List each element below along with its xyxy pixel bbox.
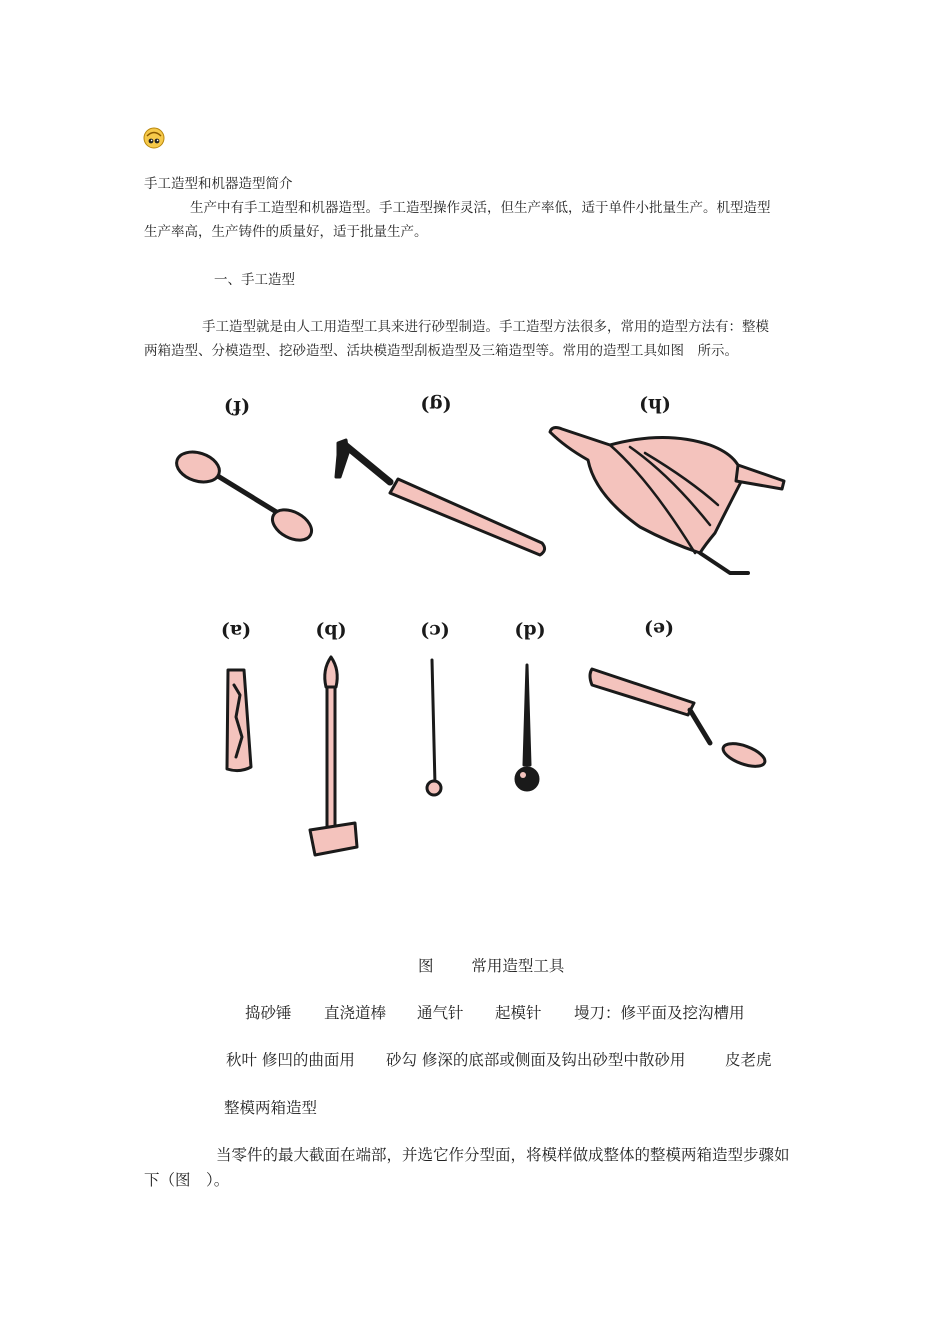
label-e: (e) (643, 618, 675, 640)
legend-item-6: 秋叶 修凹的曲面用 (226, 1051, 355, 1069)
figure-caption (418, 953, 564, 979)
para2-line-1: 当零件的最大截面在端部，并选它作分型面，将模样做成整体的整模两箱造型步骤如 (216, 1146, 790, 1164)
legend-item-7: 砂勾 修深的底部或侧面及钩出砂型中散砂用 (386, 1051, 686, 1069)
legend-item-2: 直浇道棒 (324, 1004, 387, 1022)
tool-e-trowel (590, 669, 768, 771)
tool-f-double-spoon (173, 447, 317, 546)
figure-caption-prefix: 图 (418, 957, 434, 975)
section1-line-2: 两箱造型、分模造型、挖砂造型、活块模造型刮板造型及三箱造型等。常用的造型工具如图 所示。 (144, 343, 738, 359)
legend-item-5: 墁刀：修平面及挖沟槽用 (574, 1004, 745, 1022)
section-heading-manual-molding: 一、手工造型 (214, 272, 295, 288)
label-h: (h) (639, 394, 671, 416)
face-emoji-icon (143, 127, 165, 149)
para2-line-2: 下（图 ）。 (144, 1171, 230, 1189)
doc-title: 手工造型和机器造型简介 (144, 176, 293, 192)
tool-d-draw-pin (516, 665, 538, 790)
section1-line-1: 手工造型就是由人工用造型工具来进行砂型制造。手工造型方法很多，常用的造型方法有：整模 (202, 319, 769, 335)
tool-h-bellows (550, 428, 784, 573)
tool-b-sprue-stick (310, 657, 357, 855)
legend-item-3: 通气针 (417, 1004, 464, 1022)
legend-item-4: 起模针 (495, 1004, 542, 1022)
label-c: (c) (420, 620, 450, 642)
intro-line-2: 生产率高，生产铸件的质量好，适于批量生产。 (144, 224, 428, 240)
figure-caption-title: 常用造型工具 (471, 957, 565, 975)
label-g: (g) (420, 394, 452, 416)
label-b: (b) (315, 620, 347, 642)
subheading-whole-pattern: 整模两箱造型 (224, 1099, 318, 1117)
molding-tools-figure (170, 385, 790, 875)
intro-line-1: 生产中有手工造型和机器造型。手工造型操作灵活，但生产率低，适于单件小批量生产。机型造型 (190, 200, 771, 216)
tool-c-vent-needle (427, 660, 441, 795)
label-f: (f) (223, 396, 251, 418)
tool-a-rammer (227, 670, 251, 771)
legend-item-1: 捣砂锤 (245, 1004, 292, 1022)
label-d: (d) (514, 620, 546, 642)
label-a: (a) (220, 620, 252, 642)
tool-g-sand-hook (336, 440, 545, 555)
legend-item-8: 皮老虎 (725, 1051, 772, 1069)
